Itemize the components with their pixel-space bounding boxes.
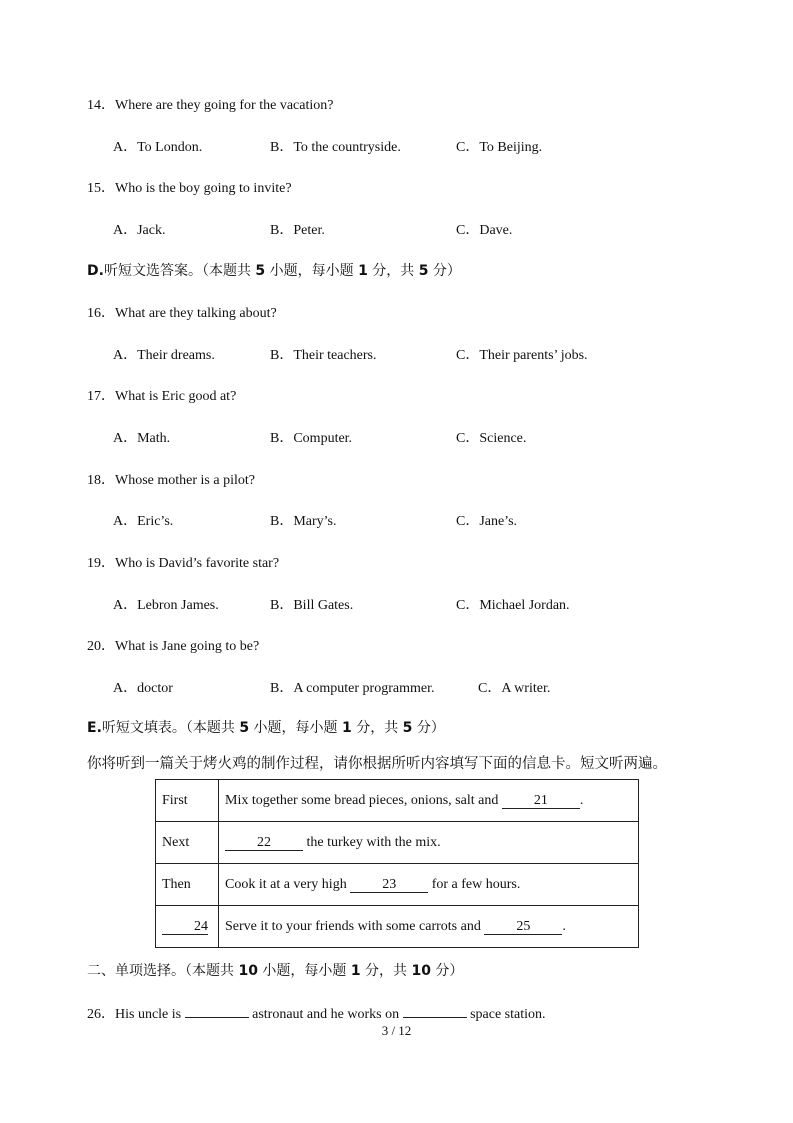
table-row [156,780,639,822]
question-text: What is Jane going to be? [115,639,260,654]
option-b: B．Peter. [270,223,325,238]
option-c: C．Their parents’ jobs. [456,348,588,363]
section-points: 1 [342,720,352,736]
row-content [219,780,639,822]
option-a: A．Jack. [113,223,166,238]
option-a: A．Math. [113,431,171,446]
row-text: Serve it to your friends with some carrots and [225,918,485,934]
blank-21[interactable]: 21 [502,794,580,809]
option-b: B．Computer. [270,431,353,446]
section-text: 听短文填表。（本题共 [101,720,240,736]
option-c: C．Science. [456,431,527,446]
row-content [219,822,639,864]
section-count: 5 [255,263,266,279]
section-total: 5 [418,263,429,279]
section-text: 分） [428,263,461,279]
row-text: for a few hours. [428,876,521,892]
question-text: space station. [466,1007,546,1022]
question-text: astronaut and he works on [248,1007,403,1022]
question-number: 19． [87,556,115,571]
section-prefix: E. [87,720,102,736]
question-number: 15． [87,181,115,196]
section-e-instruction: 你将听到一篇关于烤火鸡的制作过程，请你根据所听内容填写下面的信息卡。短文听两遍。 [87,756,667,772]
question-text: Who is David’s favorite star? [115,556,280,571]
row-text: Cook it at a very high [225,876,351,892]
option-b: B．Bill Gates. [270,598,354,613]
section-text: 小题，每小题 [249,720,342,736]
option-c: C．Dave. [456,223,513,238]
row-content [219,906,639,948]
question-text: Who is the boy going to invite? [115,181,292,196]
options-14 [113,136,733,156]
blank-24[interactable]: 24 [162,920,208,935]
options-17 [113,427,733,447]
section-points: 1 [358,263,368,279]
option-a: A．Eric’s. [113,514,174,529]
question-14 [87,94,333,114]
row-text: . [579,792,584,808]
option-c: C．Jane’s. [456,514,518,529]
option-c: C．To Beijing. [456,140,543,155]
section-prefix: D. [87,263,104,279]
section-text: 分，共 [360,963,412,979]
row-content [219,864,639,906]
answer-blank[interactable] [403,1005,467,1018]
section-e-heading [87,717,445,737]
info-card-table [155,779,639,948]
table-row [156,822,639,864]
section-count: 5 [239,720,250,736]
question-number: 26． [87,1007,115,1022]
answer-blank[interactable] [185,1005,249,1018]
row-label: First [156,780,219,822]
options-19 [113,594,733,614]
option-a: A．doctor [113,681,173,696]
question-text: Whose mother is a pilot? [115,473,255,488]
question-number: 20． [87,639,115,654]
section-text: 分） [412,720,445,736]
option-b: B．A computer programmer. [270,681,435,696]
section-text: 小题，每小题 [265,263,359,279]
section-text: 分） [430,963,464,979]
section-count: 10 [238,963,258,979]
question-number: 16． [87,306,115,321]
row-text: Mix together some bread pieces, onions, salt and [225,792,502,808]
question-text: His uncle is [115,1007,185,1022]
options-20 [113,677,733,697]
question-number: 14． [87,98,115,113]
row-text: the turkey with the mix. [303,834,441,850]
question-26 [87,1003,546,1023]
question-17 [87,385,236,405]
question-text: What are they talking about? [115,306,277,321]
blank-22[interactable]: 22 [225,836,303,851]
question-19 [87,552,279,572]
row-text: . [562,918,566,934]
question-16 [87,302,277,322]
option-b: B．To the countryside. [270,140,401,155]
options-18 [113,510,733,530]
option-a: A．To London. [113,140,203,155]
question-text: What is Eric good at? [115,389,237,404]
section-text: 小题，每小题 [257,963,351,979]
blank-25[interactable]: 25 [484,920,562,935]
question-18 [87,469,255,489]
option-b: B．Mary’s. [270,514,337,529]
row-label: Next [156,822,219,864]
section-points: 1 [350,963,361,979]
option-b: B．Their teachers. [270,348,377,363]
question-number: 18． [87,473,115,488]
section-total: 10 [411,963,431,979]
question-15 [87,177,292,197]
blank-23[interactable]: 23 [350,878,428,893]
section-text: 分，共 [367,263,419,279]
section-text: 二、单项选择。（本题共 [87,963,239,979]
options-16 [113,344,733,364]
option-a: A．Lebron James. [113,598,219,613]
option-c: C．A writer. [478,681,551,696]
section-d-heading [87,260,461,280]
options-15 [113,219,733,239]
section-text: 分，共 [351,720,403,736]
question-text: Where are they going for the vacation? [115,98,334,113]
question-number: 17． [87,389,115,404]
table-row [156,864,639,906]
option-c: C．Michael Jordan. [456,598,570,613]
section-total: 5 [402,720,413,736]
option-a: A．Their dreams. [113,348,215,363]
table-row [156,906,639,948]
row-label [156,906,219,948]
question-20 [87,635,259,655]
page-number: 3 / 12 [381,1023,412,1038]
section-2-heading [87,960,463,980]
section-text: 听短文选答案。（本题共 [103,263,256,279]
row-label: Then [156,864,219,906]
